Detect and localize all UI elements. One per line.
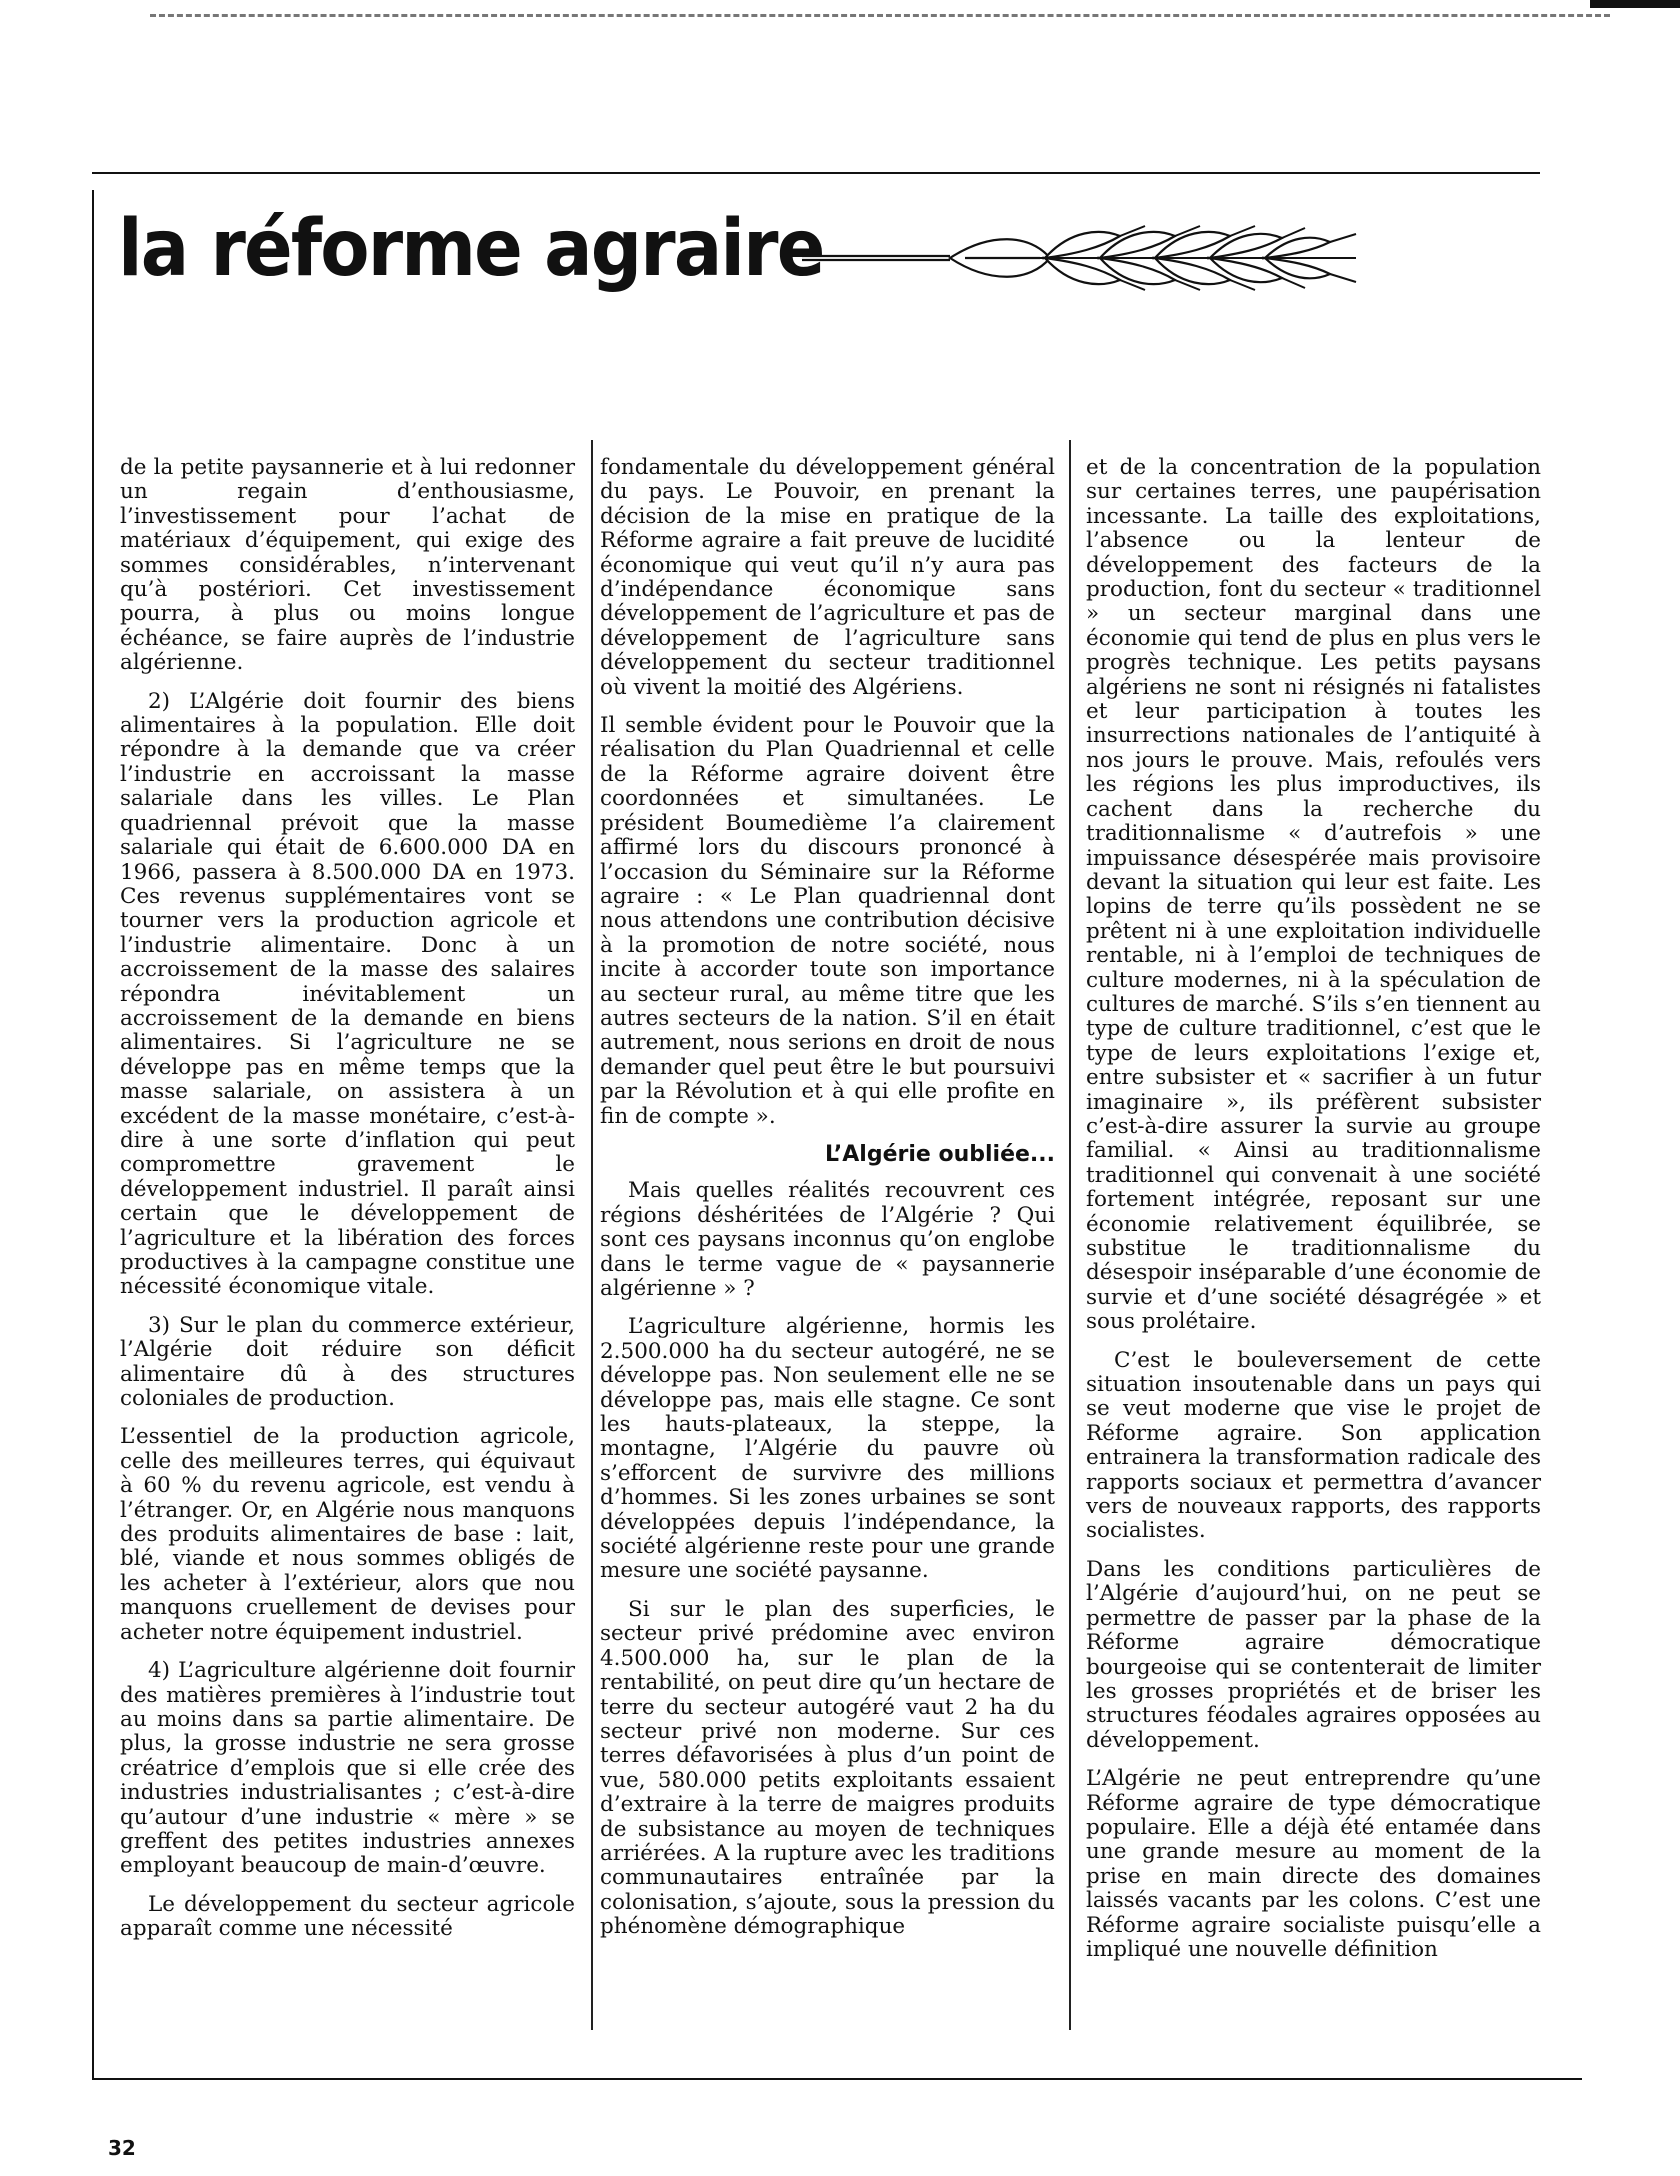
paragraph: 4) L’agriculture algérienne doit fournir des matières premières à l’industrie tout au moins dans sa partie alimentaire. De plus, la grosse industrie ne sera grosse créatrice d’emplois que si elle crée des industries industrialisantes ; c’est-à-dire qu’autour d’une industrie « mère » se greffent des petites industries annexes employant beaucoup de main-d’œuvre. bbox=[120, 1658, 575, 1879]
article-body bbox=[0, 456, 1680, 2056]
paragraph: fondamentale du développement général du pays. Le Pouvoir, en prenant la décision de la mise en pratique de la Réforme agraire a fait preuve de lucidité économique qui veut qu’il n’y aura pas d’indépendance économique sans développement de l’agriculture et pas de développement de l’agriculture sans développement du secteur traditionnel où vivent la moitié des Algériens. bbox=[600, 455, 1055, 700]
text-column-3 bbox=[1086, 456, 1541, 1976]
paragraph: Mais quelles réalités recouvrent ces régions déshéritées de l’Algérie ? Qui sont ces paysans inconnus qu’on englobe dans le terme vague de « paysannerie algérienne » ? bbox=[600, 1178, 1055, 1301]
paragraph: L’agriculture algérienne, hormis les 2.500.000 ha du secteur autogéré, ne se développe pas. Non seulement elle ne se développe pas, mais elle stagne. Ce sont les hauts-plateaux, la steppe, la montagne, l’Algérie du pauvre où s’efforcent de survivre des millions d’hommes. Si les zones urbaines se sont développées depuis l’indépendance, la société algérienne reste pour une grande mesure une société paysanne. bbox=[600, 1314, 1055, 1584]
paragraph: Il semble évident pour le Pouvoir que la réalisation du Plan Quadriennal et celle de la Réforme agraire doivent être coordonnées et simultanées. Le président Boumedième l’a clairement affirmé lors du discours prononcé à l’occasion du Séminaire sur la Réforme agraire : « Le Plan quadriennal dont nous attendons une contribution décisive à la promotion de notre société, nous incite à accorder toute son importance au secteur rural, au même titre que les autres secteurs de la nation. S’il en était autrement, nous serions en droit de nous demander quel peut être le but poursuivi par la Révolution et à qui elle profite en fin de compte ». bbox=[600, 713, 1055, 1129]
paragraph: Si sur le plan des superficies, le secteur privé prédomine avec environ 4.500.000 ha, sur le plan de la rentabilité, on peut dire qu’un hectare de terre du secteur autogéré vaut 2 ha du secteur privé non moderne. Sur ces terres défavorisées à plus d’un point de vue, 580.000 petits exploitants essaient d’extraire à la terre de maigres produits de subsistance au moyen de techniques arriérées. A la rupture avec les traditions communautaires entraînée par la colonisation, s’ajoute, sous la pression du phénomène démographique bbox=[600, 1596, 1055, 1940]
section-subheading: L’Algérie oubliée... bbox=[824, 1141, 1055, 1167]
wheat-ear-illustration bbox=[800, 222, 1360, 292]
paragraph: Dans les conditions particulières de l’Algérie d’aujourd’hui, on ne peut se permettre de passer par la phase de la Réforme agraire démocratique bourgeoise qui se contenterait de limiter les grosses propriétés et de briser les structures féodales agraires opposées au développement. bbox=[1086, 1556, 1541, 1753]
article-title: la réforme agraire bbox=[118, 204, 824, 294]
paragraph: L’essentiel de la production agricole, celle des meilleures terres, qui équivaut à 60 % du revenu agricole, est vendu à l’étranger. Or, en Algérie nous manquons des produits alimentaires de base : lait, blé, viande et nous sommes obligés de les acheter à l’extérieur, alors que nou manquons cruellement de devises pour acheter notre équipement industriel. bbox=[120, 1424, 575, 1645]
paragraph: C’est le bouleversement de cette situation insoutenable dans un pays qui se veut moderne que vise le projet de Réforme agraire. Son application entrainera la transformation radicale des rapports sociaux et permettra d’avancer vers de nouveaux rapports, des rapports socialistes. bbox=[1086, 1347, 1541, 1544]
frame-bottom-rule bbox=[92, 2078, 1582, 2080]
paragraph: 2) L’Algérie doit fournir des biens alimentaires à la population. Elle doit répondre à la demande que va créer l’industrie en accroissant la masse salariale dans les villes. Le Plan quadriennal prévoit que la masse salariale qui était de 6.600.000 DA en 1966, passera à 8.500.000 DA en 1973. Ces revenus supplémentaires vont se tourner vers la production agricole et l’industrie alimentaire. Donc à un accroissement de la masse des salaires répondra inévitablement un accroissement de la demande en biens alimentaires. Si l’agriculture ne se développe pas en même temps que la masse salariale, on assistera à un excédent de la masse monétaire, c’est-à-dire à une sorte d’inflation qui peut compromettre gravement le développement industriel. Il paraît ainsi certain que le développement de l’agriculture et la libération des forces productives à la campagne constitue une nécessité économique vitale. bbox=[120, 688, 575, 1300]
text-column-2 bbox=[600, 456, 1055, 1954]
paragraph: et de la concentration de la population sur certaines terres, une paupérisation incessante. La taille des exploitations, l’absence ou la lenteur de développement des facteurs de la production, font du secteur « traditionnel » un secteur marginal dans une économie qui tend de plus en plus vers le progrès technique. Les petits paysans algériens ne sont ni résignés ni fatalistes et leur participation à toutes les insurrections nationales de l’antiquité à nos jours le prouve. Mais, refoulés vers les régions les plus improductives, ils cachent dans la recherche du traditionnalisme « d’autrefois » une impuissance désespérée mais provisoire devant la situation qui leur est faite. Les lopins de terre qu’ils possèdent ne se prêtent ni à une exploitation individuelle rentable, ni à l’emploi de techniques de culture modernes, ni à la spéculation de cultures de marché. S’ils s’en tiennent au type de culture traditionnel, c’est que le type de leurs exploitations l’exige et, entre subsister et « sacrifier à un futur imaginaire », ils préfèrent subsister c’est-à-dire assurer la survie au groupe familial. « Ainsi au traditionnalisme traditionnel qui convenait à une société fortement intégrée, reposant sur une économie relativement équilibrée, se substitue le traditionnalisme du désespoir inséparable d’une économie de survie et d’une société désagrégée » et sous prolétaire. bbox=[1086, 455, 1541, 1335]
paragraph: Le développement du secteur agricole apparaît comme une nécessité bbox=[120, 1891, 575, 1942]
frame-top-rule bbox=[92, 172, 1540, 174]
text-column-1 bbox=[120, 456, 575, 1956]
paragraph: de la petite paysannerie et à lui redonner un regain d’enthousiasme, l’investissement pour l’achat de matériaux d’équipement, qui exige des sommes considérables, n’intervenant qu’à postériori. Cet investissement pourra, à plus ou moins longue échéance, se faire auprès de l’industrie algérienne. bbox=[120, 455, 575, 676]
paragraph: L’Algérie ne peut entreprendre qu’une Réforme agraire de type démocratique populaire. Elle a déjà été entamée dans une grande mesure au moment de la prise en main directe des domaines laissés vacants par les colons. C’est une Réforme agraire socialiste puisqu’elle a impliqué une nouvelle définition bbox=[1086, 1766, 1541, 1962]
page-number: 32 bbox=[108, 2136, 136, 2160]
corner-mark bbox=[1590, 0, 1680, 8]
top-dashed-line bbox=[150, 14, 1610, 17]
paragraph: 3) Sur le plan du commerce extérieur, l’Algérie doit réduire son déficit alimentaire dû à des structures coloniales de production. bbox=[120, 1312, 575, 1412]
